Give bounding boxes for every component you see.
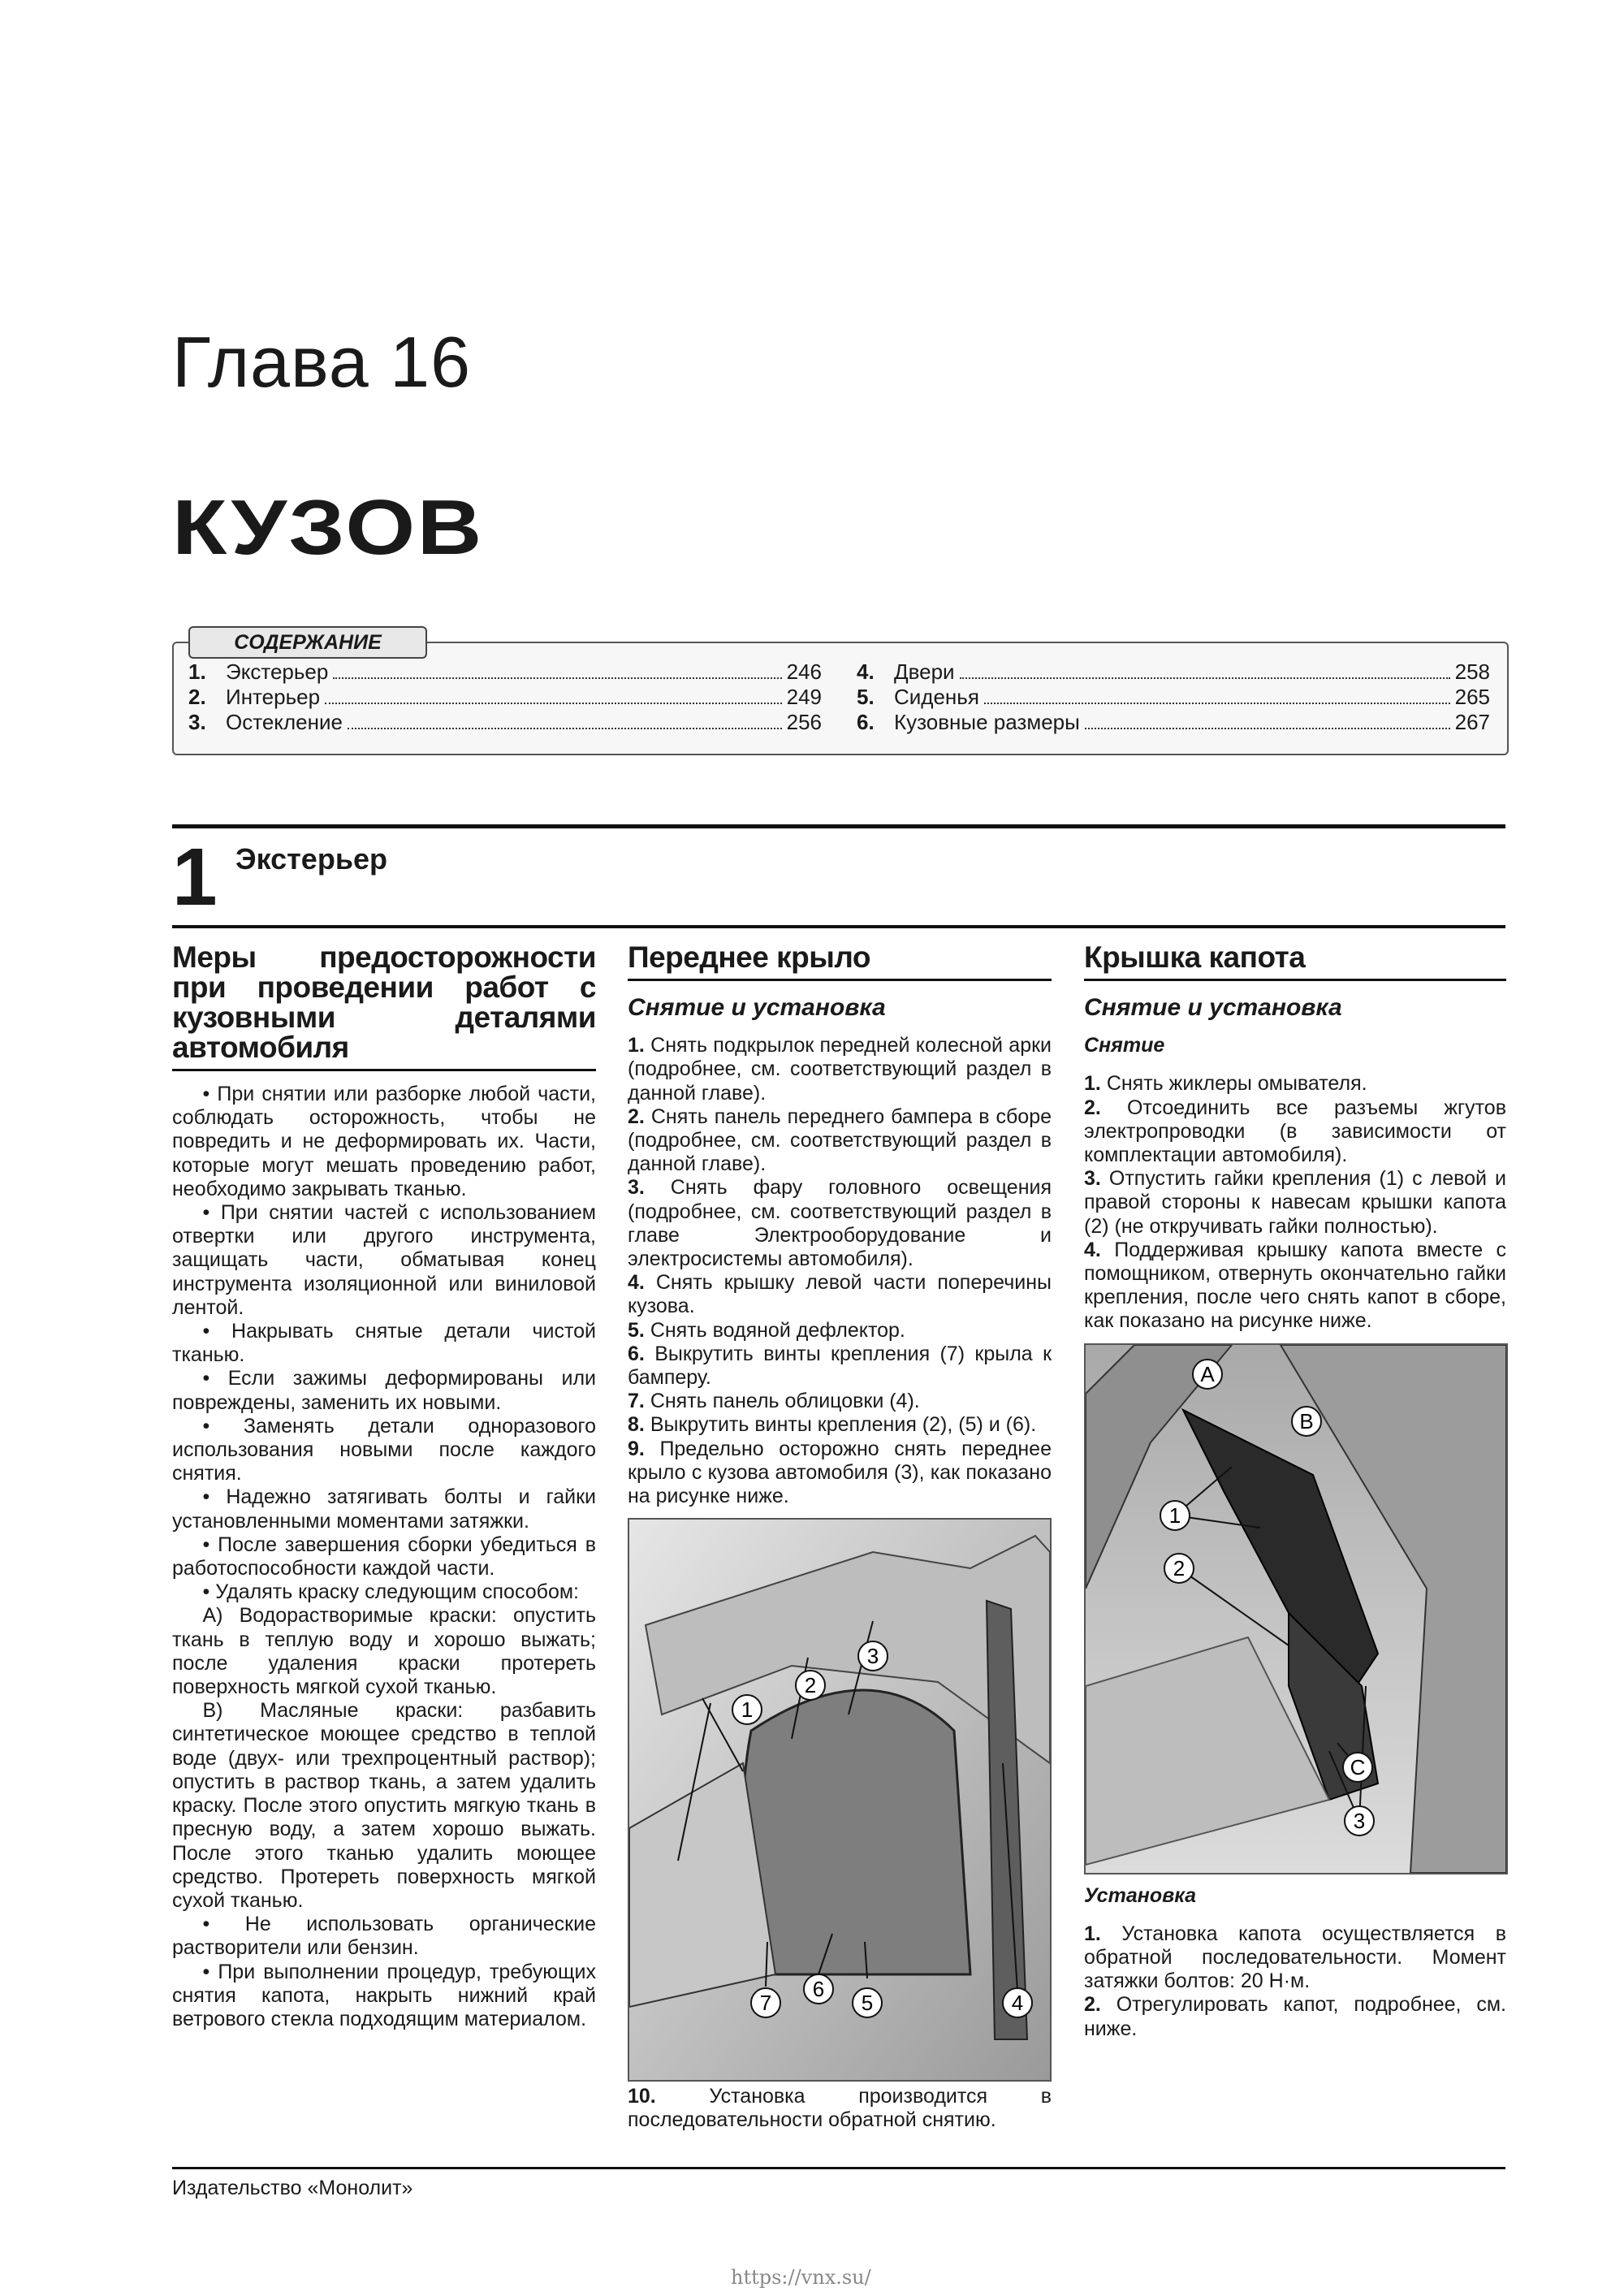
hood-removal-steps [1084,1072,1506,1333]
section-number: 1 [172,832,218,923]
step-item [628,1413,1052,1437]
toc-item-page: 249 [786,685,822,709]
hood-figure [1084,1343,1508,1874]
section-rule [172,824,1505,828]
step-number: 2. [1084,1993,1101,2017]
step-text: Снять крышку левой части поперечины кузова. [628,1271,1052,1318]
callout-3-label: 3 [1353,1808,1366,1833]
toc-item [188,710,822,735]
step-text: Отсоединить все разъемы жгутов электропроводки (в зависимости от комплектации автомобиля). [1084,1096,1506,1167]
step-text: Предельно осторожно снять переднее крыло с кузова автомобиля (3), как показано на рисунке ниже. [628,1437,1052,1508]
toc-item-title: Экстерьер [226,659,329,684]
toc-item-title: Сиденья [894,685,979,709]
toc-item-title: Интерьер [226,685,321,709]
callout-4-label: 4 [1011,1991,1024,2016]
callout-6-label: 6 [812,1977,825,2002]
step-text: Снять жиклеры омывателя. [1106,1072,1367,1096]
precaution-paragraph: • Удалять краску следующим способом: [202,1580,580,1604]
watermark-url: https://vnx.su/ [731,2266,871,2289]
step-number: 4. [1084,1238,1101,1261]
step-item [628,1034,1052,1105]
toc-item [857,710,1490,735]
toc-item [857,685,1490,710]
columns-rule [172,925,1505,928]
toc-leader [325,703,782,704]
heading-rule [628,979,1052,981]
toc-item [857,659,1490,685]
step-text: Снять подкрылок передней колесной арки (подробнее, см. соответствующий раздел в данной главе). [628,1034,1052,1105]
section-title: Экстерьер [235,842,387,876]
precaution-paragraph: • Не использовать органические растворители или бензин. [172,1913,596,1960]
toc-left [188,659,822,735]
chapter-number: Глава 16 [172,322,472,402]
step-number: 4. [628,1271,645,1295]
precaution-paragraph: В) Масляные краски: разбавить синтетическое моющее средство в теплой воде (двух- или трехпроцентный раствор); опустить в раствор ткань, а затем удалить краску. После этого опустить мягкую ткань в пресную воду, а затем хорошо выжать. После этого тканью удалить моющее средство. Протереть поверхность мягкой сухой тканью. [172,1699,596,1912]
toc-item-number: 3. [188,710,206,734]
toc-leader [333,677,781,679]
precaution-paragraph: • При выполнении процедур, требующих снятия капота, накрыть нижний край ветрового стекла подходящим материалом. [172,1960,596,2030]
toc-item-number: 2. [188,685,206,709]
toc-item [188,659,822,685]
step-number: 3. [1084,1167,1101,1191]
heading-rule [172,1069,596,1071]
step-text: Отрегулировать капот, подробнее, см. ниже. [1084,1993,1506,2040]
toc-leader [960,677,1450,679]
fender-step-10: 10. Установка производится в последовательности обратной снятию. [628,2085,1052,2132]
precaution-paragraph: • После завершения сборки убедиться в работоспособности каждой части. [172,1533,596,1580]
step-item [1084,1922,1506,1994]
step-number: 1. [628,1034,645,1057]
callout-2-label: 2 [804,1673,817,1698]
toc-right [857,659,1490,735]
step-item [628,1271,1052,1318]
hood-install-label: Установка [1084,1883,1197,1907]
callout-7-label: 7 [759,1991,772,2016]
step-text: Установка капота осуществляется в обратной последовательности. Момент затяжки болтов: 20 Н·м. [1084,1922,1506,1993]
fender-subheading: Снятие и установка [628,994,886,1021]
column-precautions [172,942,596,2031]
step-item [628,1438,1052,1509]
callout-1-label: 1 [741,1697,754,1723]
callout-b-label: B [1299,1408,1314,1433]
callout-a-label: A [1200,1361,1215,1386]
step-number: 6. [628,1342,645,1365]
toc-item-number: 6. [857,710,875,734]
precaution-paragraph: • При снятии частей с использованием отвертки или другого инструмента, защищать части, обматывая конец инструмента изоляционной или виниловой лентой. [172,1201,596,1319]
step-number: 8. [628,1413,645,1437]
column-hood [1084,942,1506,2041]
step-item [1084,1096,1506,1168]
step-text: Снять панель облицовки (4). [650,1390,920,1413]
step-text: Отпустить гайки крепления (1) с левой и правой стороны к навесам крышки капота (2) (не откручивать гайки полностью). [1084,1167,1506,1238]
fender-shape [743,1690,970,1974]
step-item [628,1105,1052,1177]
toc-item-page: 258 [1454,659,1490,684]
step-number: 9. [628,1437,645,1460]
precaution-paragraph: • Надежно затягивать болты и гайки установленными моментами затяжки. [172,1485,596,1533]
step-text: Снять водяной дефлектор. [650,1318,905,1342]
step-item [1084,1072,1506,1096]
step-item [628,1176,1052,1271]
heading-rule [1084,979,1506,981]
callout-c-label: C [1350,1754,1366,1779]
step-text: Поддерживая крышку капота вместе с помощником, отвернуть окончательно гайки крепления, после чего снять капот в сборе, как показано на рисунке ниже. [1084,1238,1506,1333]
chapter-title: КУЗОВ [172,484,484,571]
step-number: 5. [628,1318,645,1342]
step-item [1084,1167,1506,1239]
callout-3-label: 3 [866,1644,879,1669]
hood-heading: Крышка капота [1084,940,1306,974]
toc-item-page: 265 [1454,685,1490,709]
step-text: Выкрутить винты крепления (7) крыла к бамперу. [628,1342,1052,1390]
toc-item-number: 4. [857,659,875,684]
toc-item-title: Остекление [226,710,343,734]
toc-item-page: 256 [786,710,822,734]
precautions-body [172,1083,596,2031]
fender-figure [628,1518,1052,2082]
toc-label: СОДЕРЖАНИЕ [188,626,427,659]
toc-leader [348,728,782,729]
toc-item-title: Кузовные размеры [894,710,1080,734]
toc-leader [1085,728,1450,729]
toc-item-page: 246 [786,659,822,684]
precaution-paragraph: А) Водорастворимые краски: опустить ткань в теплую воду и хорошо выжать; после удаления краски протереть поверхность мягкой сухой тканью. [172,1604,596,1699]
precaution-paragraph: • Если зажимы деформированы или повреждены, заменить их новыми. [172,1367,596,1414]
callout-1-label: 1 [1168,1503,1181,1528]
step-item [1084,1239,1506,1334]
step-text: Выкрутить винты крепления (2), (5) и (6). [650,1413,1037,1437]
hood-subheading: Снятие и установка [1084,994,1342,1021]
column-fender [628,942,1052,2133]
precautions-heading: Меры предосторожности при проведении работ с кузовными деталями автомобиля [172,940,596,1064]
step-item [628,1343,1052,1390]
step-number: 2. [628,1105,645,1128]
fender-steps [628,1034,1052,1508]
step-text: Снять фару головного освещения (подробнее, см. соответствующий раздел в главе Электрооборудование и электросистемы автомобиля). [628,1176,1052,1271]
callout-2-label: 2 [1173,1555,1186,1580]
precaution-paragraph: • Накрывать снятые детали чистой тканью. [172,1320,596,1367]
fender-heading: Переднее крыло [628,940,870,974]
step-number: 2. [1084,1096,1101,1119]
step-item [628,1319,1052,1343]
toc-item-number: 5. [857,685,875,709]
footer-publisher: Издательство «Монолит» [172,2177,413,2199]
toc-item-title: Двери [894,659,955,684]
step-number: 1. [1084,1922,1101,1945]
step-text: Снять панель переднего бампера в сборе (подробнее, см. соответствующий раздел в данной главе). [628,1105,1052,1176]
toc-item [188,685,822,710]
step-number: 7. [628,1390,645,1413]
step-item [628,1390,1052,1413]
callout-5-label: 5 [861,1991,874,2016]
toc-item-page: 267 [1454,710,1490,734]
footer-rule [172,2167,1505,2169]
step-number: 3. [628,1176,645,1200]
step-item [1084,1993,1506,2040]
toc-leader [984,703,1450,704]
hood-install-steps [1084,1922,1506,2041]
precaution-paragraph: • Заменять детали одноразового использования новыми после каждого снятия. [172,1414,596,1485]
precaution-paragraph: • При снятии или разборке любой части, соблюдать осторожность, чтобы не повредить и не деформировать их. Части, которые могут мешать проведению работ, необходимо закрывать тканью. [172,1083,596,1200]
hood-removal-label: Снятие [1084,1034,1165,1057]
step-number: 1. [1084,1072,1101,1096]
toc-item-number: 1. [188,659,206,684]
